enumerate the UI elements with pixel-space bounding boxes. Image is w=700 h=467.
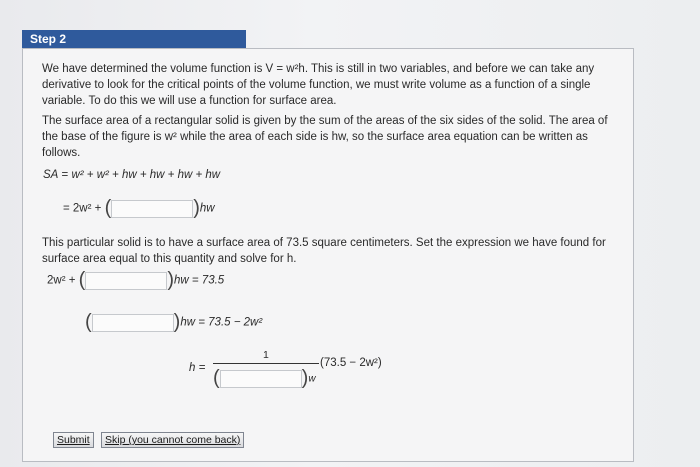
coefficient-input-1[interactable] (111, 200, 193, 218)
paragraph-surface-area: The surface area of a rectangular solid is given by the sum of the areas of the six sides of the solid. The area of the base of the figure is w² while the area of each side is hw, so the surface area equation can be written as follows. (42, 115, 608, 159)
sa-equals: = (61, 169, 69, 181)
coefficient-input-4[interactable] (220, 370, 302, 388)
open-paren: ( (85, 311, 92, 333)
step-title: Step 2 (30, 32, 67, 46)
equation-step-3-lhs (189, 362, 205, 374)
equation-step-3-rhs (320, 357, 382, 369)
close-paren: ) (167, 269, 174, 291)
coefficient-input-2[interactable] (85, 272, 167, 290)
close-paren: ) (193, 197, 200, 219)
paragraph-volume: We have determined the volume function is V = w²h. This is still in two variables, and before we can take any derivative to look for the critical points of the volume function, we must write volume as a function of a single variable. To do this we will use a function for surface area. (42, 63, 595, 107)
open-paren: ( (78, 269, 86, 291)
step-header (22, 30, 246, 48)
denominator-w: w (308, 373, 316, 385)
open-paren: ( (213, 367, 220, 389)
fraction-denominator (213, 367, 316, 390)
sa-simplified-suffix: hw (199, 202, 215, 215)
fraction-bar (213, 363, 319, 364)
eq3-rhs: (73.5 − 2w²) (320, 357, 382, 369)
sa-expression: w² + w² + hw + hw + hw + hw (71, 169, 221, 181)
fraction-numerator: 1 (263, 349, 269, 361)
paragraph-set-equal: This particular solid is to have a surface area of 73.5 square centimeters. Set the expression we have found for surface area equal to this quantity and solve for h. (42, 237, 606, 265)
sa-equation (43, 169, 220, 181)
equation-step-2 (85, 311, 262, 334)
eq1-suffix: hw = 73.5 (174, 274, 225, 287)
submit-button[interactable]: Submit (53, 432, 94, 448)
sa-simplified-equation (63, 197, 215, 220)
step-panel (22, 48, 634, 462)
eq3-lhs: h = (189, 362, 206, 374)
eq1-prefix: 2w² + (47, 274, 76, 287)
close-paren: ) (173, 311, 181, 333)
open-paren: ( (104, 197, 112, 219)
eq2-suffix: hw = 73.5 − 2w² (180, 316, 263, 329)
sa-simplified-prefix: = 2w² + (63, 202, 102, 215)
equation-step-1 (47, 269, 224, 292)
coefficient-input-3[interactable] (92, 314, 174, 332)
sa-label: SA (43, 169, 59, 181)
close-paren: ) (301, 367, 309, 389)
skip-button[interactable]: Skip (you cannot come back) (101, 432, 244, 448)
